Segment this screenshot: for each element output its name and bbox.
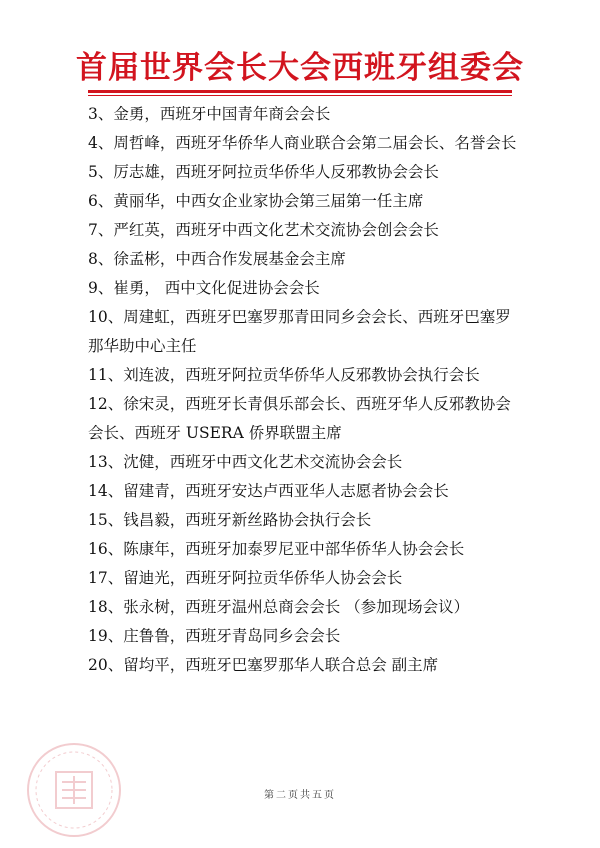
list-item: 8、徐孟彬，中西合作发展基金会主席 <box>88 250 346 268</box>
list-item: 11、刘连波，西班牙阿拉贡华侨华人反邪教协会执行会长 <box>88 366 480 384</box>
list-item: 19、庄鲁鲁，西班牙青岛同乡会会长 <box>88 627 341 645</box>
list-item: 16、陈康年，西班牙加泰罗尼亚中部华侨华人协会会长 <box>88 540 465 558</box>
list-item: 6、黄丽华，中西女企业家协会第三届第一任主席 <box>88 192 424 210</box>
list-item: 17、留迪光，西班牙阿拉贡华侨华人协会会长 <box>88 569 403 587</box>
document-title: 首届世界会长大会西班牙组委会 <box>76 50 524 86</box>
title-rule-thick <box>88 90 512 93</box>
list-item: 10、周建虹，西班牙巴塞罗那青田同乡会会长、西班牙巴塞罗那华助中心主任 <box>88 308 511 355</box>
list-item: 7、严红英，西班牙中西文化艺术交流协会创会会长 <box>88 221 439 239</box>
member-list <box>88 100 518 680</box>
list-item: 9、崔勇， 西中文化促进协会会长 <box>88 279 320 297</box>
list-item: 18、张永树，西班牙温州总商会会长 （参加现场会议） <box>88 598 470 616</box>
list-item: 4、周哲峰，西班牙华侨华人商业联合会第二届会长、名誉会长 <box>88 134 517 152</box>
list-item: 5、厉志雄，西班牙阿拉贡华侨华人反邪教协会会长 <box>88 163 439 181</box>
list-item: 20、留均平，西班牙巴塞罗那华人联合总会 副主席 <box>88 656 439 674</box>
list-item: 15、钱昌毅，西班牙新丝路协会执行会长 <box>88 511 372 529</box>
list-item: 3、金勇，西班牙中国青年商会会长 <box>88 105 331 123</box>
seal-stamp-icon <box>22 738 126 842</box>
list-item: 14、留建青，西班牙安达卢西亚华人志愿者协会会长 <box>88 482 449 500</box>
list-item: 13、沈健，西班牙中西文化艺术交流协会会长 <box>88 453 403 471</box>
page-number-footer: 第二页共五页 <box>264 790 336 801</box>
list-item: 12、徐宋灵，西班牙长青俱乐部会长、西班牙华人反邪教协会会长、西班牙 USERA 侨界联盟主席 <box>88 395 511 442</box>
title-rule-thin <box>88 95 512 96</box>
